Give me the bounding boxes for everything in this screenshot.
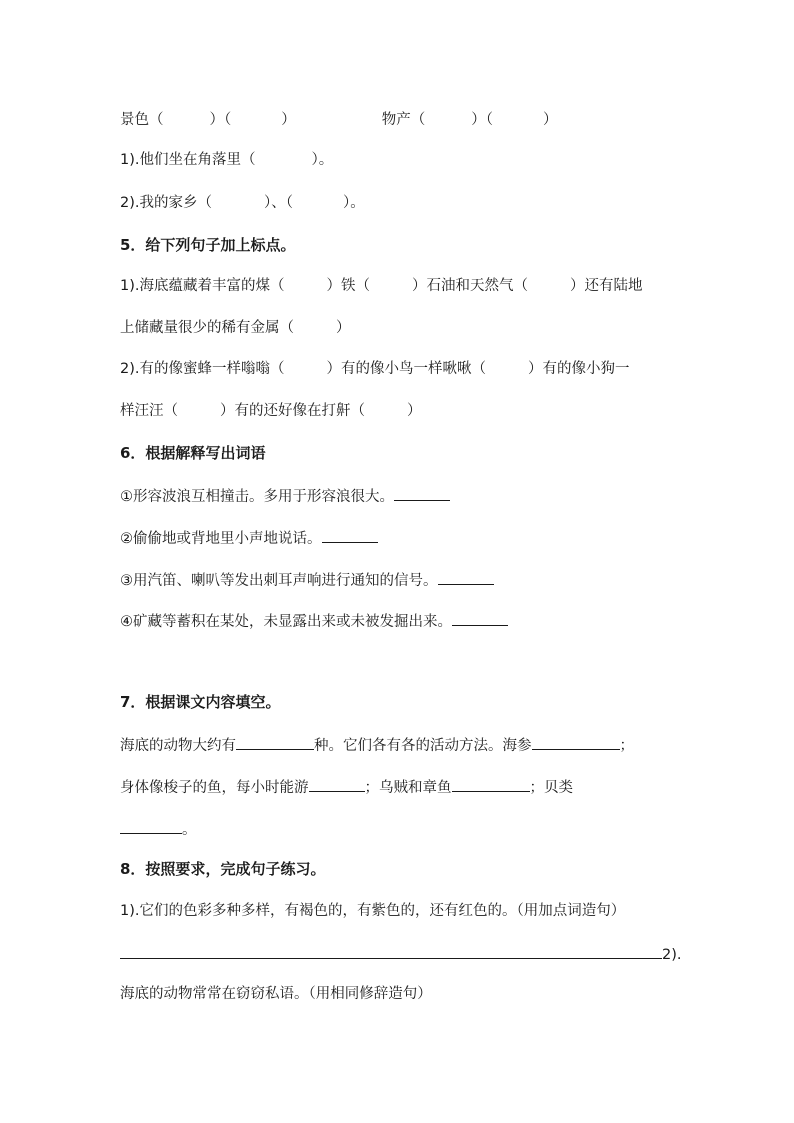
text: ①形容波浪互相撞击。多用于形容浪很大。 <box>120 489 394 505</box>
text: ； <box>619 738 634 754</box>
q8-sentence-2: 海底的动物常常在窃窃私语。（用相同修辞造句） <box>120 986 432 1002</box>
q7-line-3 <box>120 818 197 840</box>
q6-item-3 <box>120 569 494 591</box>
text: ）石油和天然气（ <box>412 278 528 294</box>
text: ） <box>336 320 351 336</box>
text: ；乌贼和章鱼 <box>364 780 452 796</box>
q6-item-2 <box>120 527 378 549</box>
text: 身体像梭子的鱼，每小时能游 <box>120 780 309 796</box>
text: 1).他们坐在角落里（ <box>120 152 256 168</box>
text: ；贝类 <box>529 780 573 796</box>
text: 1).海底蕴藏着丰富的煤（ <box>120 278 285 294</box>
text: ）。 <box>311 152 334 168</box>
text: 上储藏量很少的稀有金属（ <box>120 320 294 336</box>
answer-blank[interactable] <box>120 943 662 959</box>
text: ③用汽笛、喇叭等发出刺耳声响进行通知的信号。 <box>120 573 438 589</box>
q4-sentence-2 <box>120 193 365 213</box>
text: 2).有的像蜜蜂一样嗡嗡（ <box>120 361 285 377</box>
q8-item-2-number: 2). <box>662 947 682 963</box>
q7-line-1 <box>120 734 634 756</box>
text: ）、（ <box>264 195 293 211</box>
text: ）有的像小鸟一样啾啾（ <box>326 361 486 377</box>
q8-sentence-1: 1).它们的色彩多种多样，有褐色的，有紫色的，还有红色的。（用加点词造句） <box>120 903 626 919</box>
answer-blank[interactable] <box>120 818 182 834</box>
answer-blank[interactable] <box>438 569 494 585</box>
answer-blank[interactable] <box>532 734 620 750</box>
text: ）有的还好像在打鼾（ <box>220 403 365 419</box>
q4-sentence-1 <box>120 150 333 170</box>
text: 物产（ <box>381 112 426 128</box>
text: ） <box>407 403 422 419</box>
q7-line-2 <box>120 776 573 798</box>
text: 样汪汪（ <box>120 403 178 419</box>
answer-blank[interactable] <box>236 734 314 750</box>
text: ）铁（ <box>326 278 370 294</box>
q5-sentence-1-line-2 <box>120 318 351 338</box>
q5-sentence-2-line-1 <box>120 359 630 379</box>
answer-blank[interactable] <box>394 485 450 501</box>
text: ④矿藏等蓄积在某处，未显露出来或未被发掘出来。 <box>120 614 452 630</box>
text: ） <box>543 112 558 128</box>
q5-sentence-2-line-2 <box>120 401 422 421</box>
answer-blank[interactable] <box>322 527 378 543</box>
text: ）有的像小狗一 <box>528 361 630 377</box>
text: 2).我的家乡（ <box>120 195 212 211</box>
answer-blank[interactable] <box>452 610 508 626</box>
text: 景色（ <box>120 112 164 128</box>
answer-blank[interactable] <box>452 776 530 792</box>
q8-answer-line-1 <box>120 943 682 965</box>
text: 海底的动物大约有 <box>120 738 236 754</box>
text: 种。它们各有各的活动方法。海参 <box>314 738 532 754</box>
text: ）（ <box>209 112 232 128</box>
text: ） <box>281 112 296 128</box>
q6-item-4 <box>120 610 508 632</box>
q6-heading: 6．根据解释写出词语 <box>120 444 266 462</box>
answer-blank[interactable] <box>309 776 365 792</box>
q5-heading: 5．给下列句子加上标点。 <box>120 236 296 254</box>
text: ）（ <box>471 112 493 128</box>
q4-row-scenery-products <box>120 110 558 130</box>
q7-heading: 7．根据课文内容填空。 <box>120 693 281 711</box>
text: ②偷偷地或背地里小声地说话。 <box>120 531 322 547</box>
q5-sentence-1-line-1 <box>120 276 643 296</box>
q6-item-1 <box>120 485 450 507</box>
text: 。 <box>182 822 197 838</box>
text: ）。 <box>343 195 365 211</box>
q8-heading: 8．按照要求，完成句子练习。 <box>120 860 326 878</box>
text: ）还有陆地 <box>570 278 643 294</box>
